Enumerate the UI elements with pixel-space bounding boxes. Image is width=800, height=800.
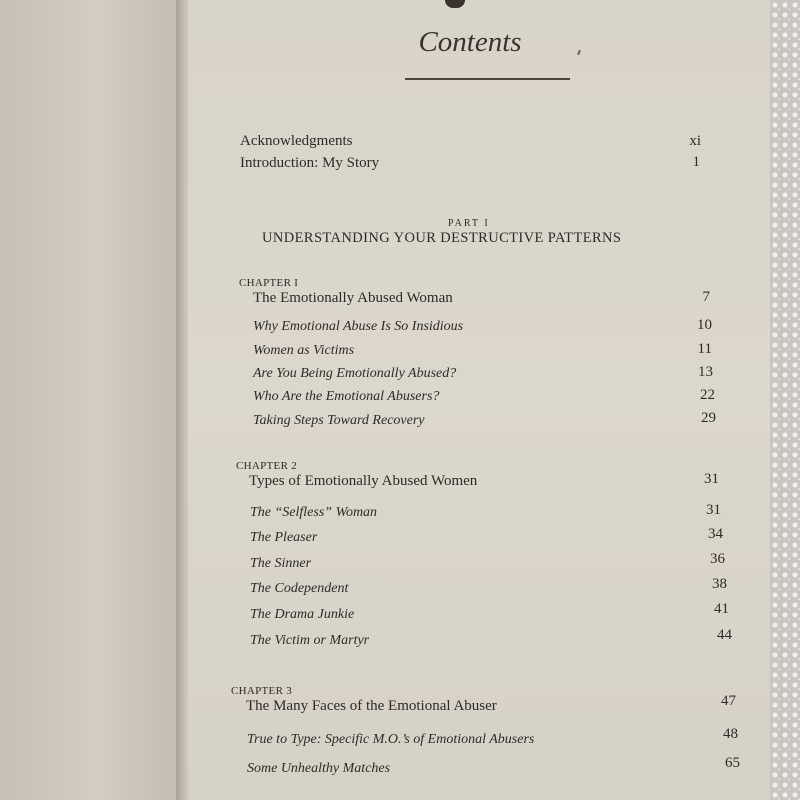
left-facing-page <box>0 0 178 800</box>
chapter-1-page: 7 <box>702 289 710 305</box>
chapter-2-section-page: 36 <box>710 551 725 567</box>
chapter-3-section: True to Type: Specific M.O.’s of Emotional Abusers <box>247 732 535 747</box>
chapter-2-section-page: 31 <box>706 502 721 518</box>
chapter-1-label: CHAPTER I <box>239 277 299 289</box>
chapter-1-section: Why Emotional Abuse Is So Insidious <box>253 319 464 334</box>
chapter-3-section: Some Unhealthy Matches <box>247 761 391 776</box>
chapter-1-section: Taking Steps Toward Recovery <box>253 413 425 428</box>
title-rule <box>405 78 570 80</box>
chapter-1-section-page: 10 <box>697 317 712 333</box>
chapter-1-title: The Emotionally Abused Woman <box>253 290 453 306</box>
chapter-1-section-page: 11 <box>697 341 712 357</box>
chapter-3-section-page: 65 <box>725 755 740 771</box>
chapter-2-section: The Drama Junkie <box>250 607 355 622</box>
toc-entry-acknowledgments: Acknowledgments <box>240 133 353 149</box>
chapter-2-label: CHAPTER 2 <box>236 460 298 472</box>
toc-page-acknowledgments: xi <box>689 133 701 149</box>
chapter-3-label: CHAPTER 3 <box>231 685 293 697</box>
chapter-3-title: The Many Faces of the Emotional Abuser <box>246 698 497 714</box>
chapter-2-section-page: 44 <box>717 627 732 643</box>
chapter-2-section-page: 38 <box>712 576 727 592</box>
chapter-2-page: 31 <box>704 471 719 487</box>
chapter-3-section-page: 48 <box>723 726 738 742</box>
chapter-1-section-page: 29 <box>701 410 716 426</box>
chapter-2-section: The Pleaser <box>250 530 318 545</box>
chapter-2-section: The Codependent <box>250 581 349 596</box>
chapter-2-section-page: 34 <box>708 526 723 542</box>
chapter-3-page: 47 <box>721 693 736 709</box>
chapter-1-section: Are You Being Emotionally Abused? <box>253 366 457 381</box>
chapter-2-section: The Sinner <box>250 556 312 571</box>
part-label: PART I <box>448 218 490 229</box>
chapter-1-section: Who Are the Emotional Abusers? <box>253 389 440 404</box>
part-title: UNDERSTANDING YOUR DESTRUCTIVE PATTERNS <box>262 230 622 246</box>
toc-page-introduction: 1 <box>692 154 700 170</box>
chapter-1-section: Women as Victims <box>253 343 355 358</box>
chapter-2-section-page: 41 <box>714 601 729 617</box>
chapter-1-section-page: 13 <box>698 364 713 380</box>
page-title: Contents <box>418 26 522 58</box>
chapter-2-section: The “Selfless” Woman <box>250 505 378 520</box>
toc-entry-introduction: Introduction: My Story <box>240 155 380 171</box>
lace-background <box>770 0 800 800</box>
chapter-1-section-page: 22 <box>700 387 715 403</box>
chapter-2-title: Types of Emotionally Abused Women <box>249 473 478 489</box>
chapter-2-section: The Victim or Martyr <box>250 633 370 648</box>
